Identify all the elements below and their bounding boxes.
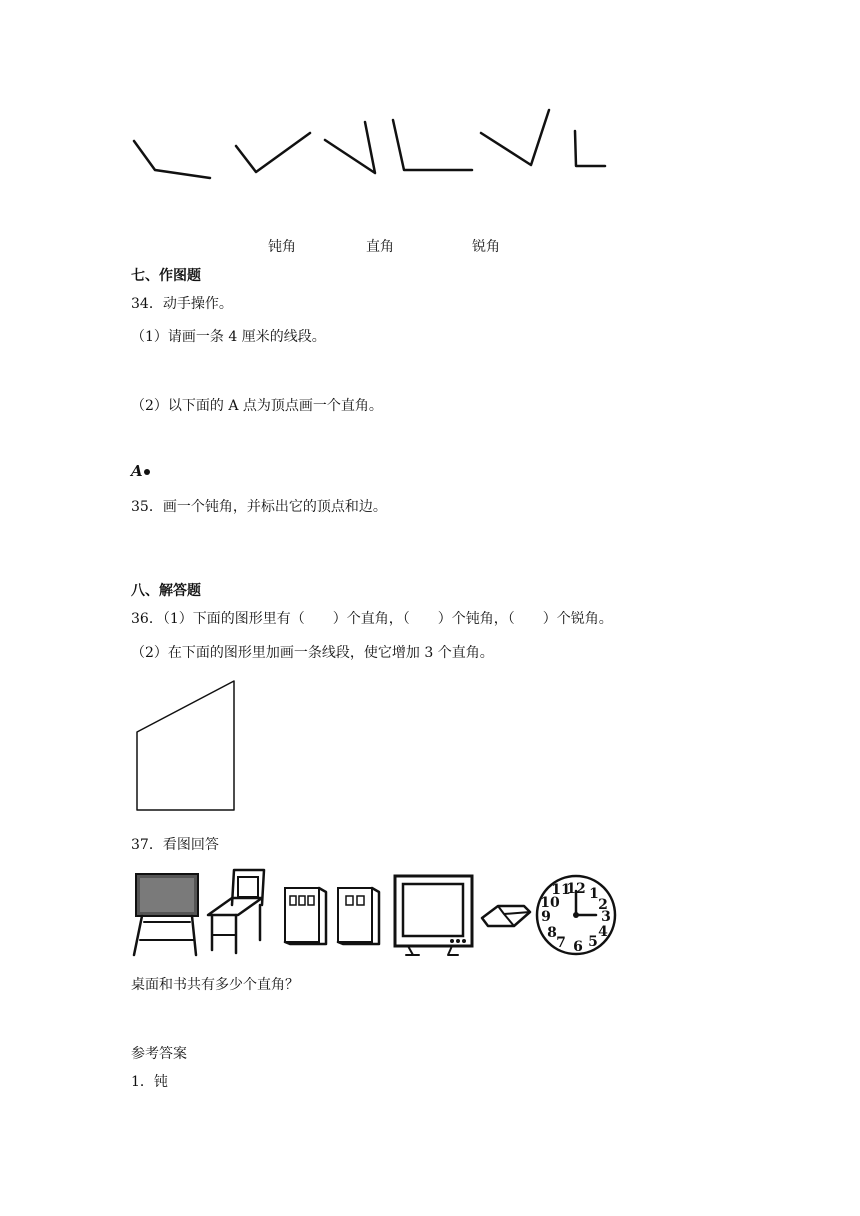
answer-1: 1．钝 [131,1074,168,1090]
book-figure-2 [338,888,379,944]
clock-number-2: 2 [598,897,608,913]
label-acute: 锐角 [472,239,500,255]
q36-part2: （2）在下面的图形里加画一条线段，使它增加 3 个直角。 [131,645,494,661]
q35-title: 35．画一个钝角，并标出它的顶点和边。 [131,499,387,515]
clock-number-8: 8 [547,925,557,941]
clock-number-11: 11 [551,882,571,898]
chair-figure [208,870,264,953]
clock-number-3: 3 [601,909,611,925]
section7-heading: 七、作图题 [131,268,201,284]
q34-part2: （2）以下面的 A 点为顶点画一个直角。 [131,398,383,414]
clock-number-9: 9 [541,909,551,925]
clock-number-12: 12 [566,881,586,897]
clock-number-5: 5 [588,934,598,950]
clock-number-6: 6 [573,939,583,955]
q34-part1: （1）请画一条 4 厘米的线段。 [131,329,326,345]
label-right: 直角 [366,239,394,255]
clock-number-4: 4 [598,924,608,940]
q34-title: 34．动手操作。 [131,296,233,312]
point-a-label: A [131,462,143,480]
answers-heading: 参考答案 [131,1046,187,1062]
tv-figure [395,876,472,955]
clock-number-1: 1 [589,886,599,902]
q37-question: 桌面和书共有多少个直角？ [131,977,299,993]
book-figure-1 [285,888,326,944]
clock-number-7: 7 [556,935,566,951]
clock-number-10: 10 [540,895,560,911]
clock-figure [537,876,615,955]
eraser-figure [482,906,530,926]
section8-heading: 八、解答题 [131,583,201,599]
label-obtuse: 钝角 [268,239,296,255]
desk-figure [134,874,198,955]
q36-part1: 36．（1）下面的图形里有（ ）个直角，（ ）个钝角，（ ）个锐角。 [131,611,613,627]
q37-title: 37．看图回答 [131,837,219,853]
